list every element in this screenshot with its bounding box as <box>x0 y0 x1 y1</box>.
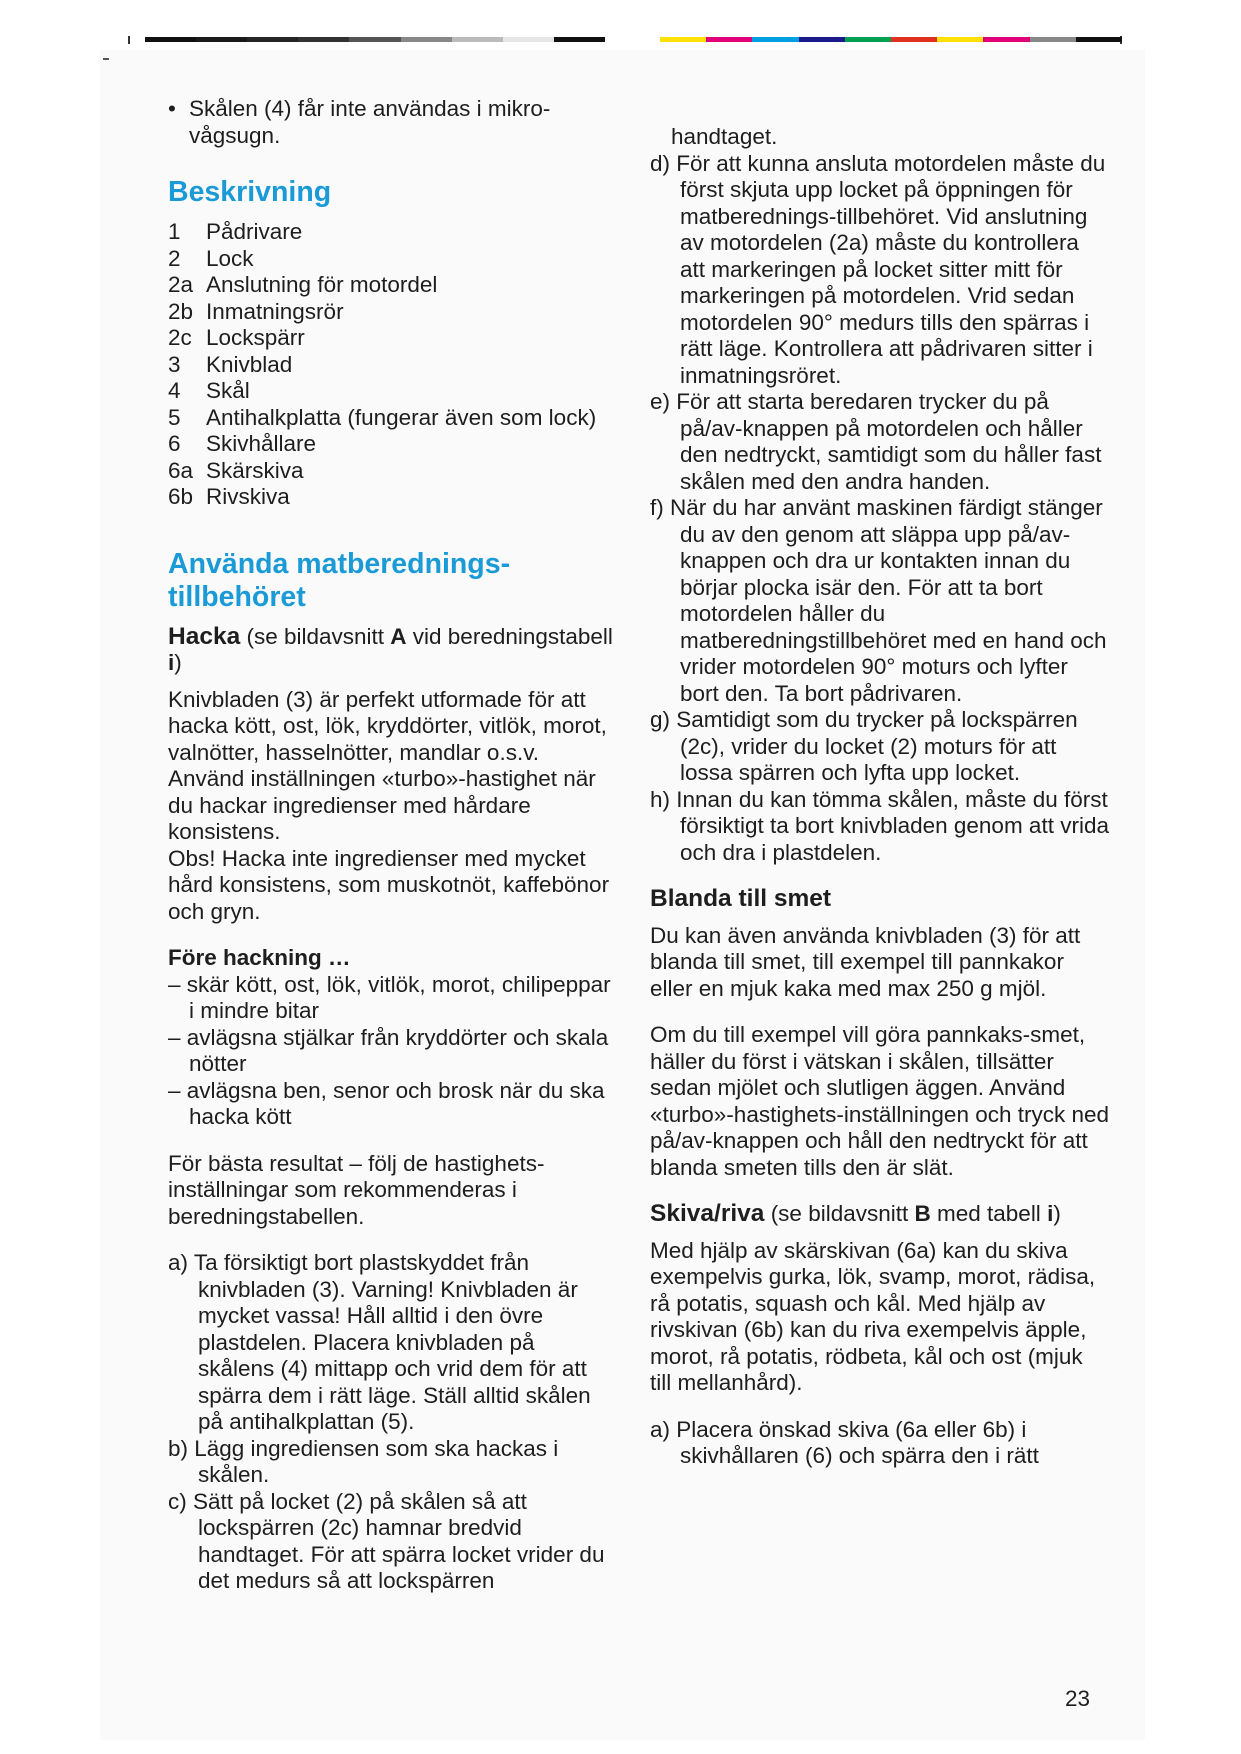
batter-heading: Blanda till smet <box>650 885 832 912</box>
part-item <box>168 352 613 379</box>
slice-heading-line <box>650 1201 1110 1228</box>
left-column <box>168 96 613 1595</box>
part-number: 2b <box>168 298 194 324</box>
slice-body: Med hjälp av skärskivan (6a) kan du skiva exempelvis gurka, lök, svamp, morot, rädisa, rå potatis, squash och kål. Med hjälp av rivskivan (6b) kan du riva exempelvis äpple, morot, rå potatis, rödbeta, kål och ost (mjuk till mellanhård). <box>650 1237 1096 1395</box>
step-item: d) För att kunna ansluta motordelen måste du först skjuta upp locket på öppningen för matberednings-tillbehöret. Vid anslutning av motordelen (2a) måste du kontrollera att markeringen på locket sitter mitt för markeringen på motordelen. Vrid sedan motordelen 90° medurs tills den spärras i rätt läge. Kontrollera att pådrivaren sitter i inmatningsröret. <box>650 150 1106 388</box>
part-item <box>168 378 613 405</box>
part-item <box>168 405 613 432</box>
bullet-note: • Skålen (4) får inte användas i mikro-vågsugn. <box>168 96 613 149</box>
step-item: c) Sätt på locket (2) på skålen så att lockspärren (2c) hamnar bredvid handtaget. För att spärra locket vrider du det medurs så att lockspärren <box>168 1488 605 1593</box>
part-number: 1 <box>168 219 181 244</box>
batter-body-2: Om du till exempel vill göra pannkaks-smet, häller du först i vätskan i skålen, tillsätter sedan mjölet och slutligen äggen. Använd «turbo»-hastighets-inställningen och tryck ned på/av-knappen och håll den nedtryckt för att blanda smeten tills den är slät. <box>650 1022 1110 1180</box>
part-item <box>168 458 613 485</box>
part-number: 2c <box>168 325 192 350</box>
chop-ref-A: A <box>390 623 407 649</box>
part-number: 3 <box>168 351 181 377</box>
section-heading-use: Använda matberednings-tillbehöret <box>168 547 511 613</box>
step-item: a) Ta försiktigt bort plastskyddet från knivbladen (3). Varning! Knivbladen är mycket vassa! Håll alltid i den övre plastdelen. Placera knivbladen på skålens (4) mittapp och vrid dem för att spärra dem i rätt läge. Ställ alltid skålen på antihalkplattan (5). <box>168 1250 591 1434</box>
chop-ref-text: ) <box>174 650 182 675</box>
part-label: Skivhållare <box>206 431 317 456</box>
batter-body-1: Du kan även använda knivbladen (3) för att blanda till smet, till exempel till pannkakor eller en mjuk kaka med max 250 g mjöl. <box>650 922 1081 1001</box>
page-number: 23 <box>1065 1686 1091 1711</box>
steps-list <box>168 1250 613 1595</box>
step-item: g) Samtidigt som du trycker på lockspärren (2c), vrider du locket (2) moturs för att lossa spärren och lyfta upp locket. <box>650 707 1078 785</box>
before-item: – skär kött, ost, lök, vitlök, morot, chilipeppar i mindre bitar <box>168 971 611 1023</box>
part-label: Knivblad <box>206 351 293 377</box>
right-column <box>650 124 1110 1470</box>
part-label: Skål <box>206 378 250 403</box>
slice-ref-text: (se bildavsnitt <box>764 1201 915 1226</box>
part-number: 5 <box>168 404 181 430</box>
part-item <box>168 484 613 511</box>
slice-ref-B: B <box>914 1201 931 1226</box>
before-heading: Före hackning … <box>168 945 351 970</box>
part-item <box>168 219 613 246</box>
part-number: 2 <box>168 245 181 271</box>
step-item: h) Innan du kan tömma skålen, måste du först försiktigt ta bort knivbladen genom att vrida och dra i plastdelen. <box>650 786 1109 865</box>
part-number: 6a <box>168 457 194 483</box>
slice-ref-text: ) <box>1053 1201 1061 1226</box>
part-item <box>168 431 613 458</box>
chop-note: Obs! Hacka inte ingredienser med mycket hård konsistens, som muskotnöt, kaffebönor och gryn. <box>168 845 610 924</box>
best-result-text: För bästa resultat – följ de hastighets-inställningar som rekommenderas i beredningstabellen. <box>168 1150 545 1229</box>
before-item: – avlägsna stjälkar från kryddörter och skala nötter <box>168 1024 609 1076</box>
slice-ref-text: med tabell <box>930 1201 1048 1226</box>
crop-mark <box>128 36 130 44</box>
part-label: Rivskiva <box>206 484 290 509</box>
registration-bar-gray <box>145 37 605 42</box>
continued-text: handtaget. <box>671 124 778 149</box>
part-label: Inmatningsrör <box>206 298 344 324</box>
part-label: Skärskiva <box>206 457 304 483</box>
step-item: b) Lägg ingrediensen som ska hackas i skålen. <box>168 1435 559 1487</box>
part-number: 4 <box>168 378 181 403</box>
part-item <box>168 272 613 299</box>
part-number: 6 <box>168 431 181 456</box>
part-label: Lock <box>206 245 254 271</box>
crop-mark <box>103 58 109 60</box>
part-item <box>168 299 613 326</box>
step-item: f) När du har använt maskinen färdigt stänger du av den genom att släppa upp på/av-knappen och dra ur kontakten innan du börjar plocka isär den. För att ta bort motordelen håller du matberedningstillbehöret med en hand och vrider motordelen 90° moturs och lyfter bort den. Ta bort pådrivaren. <box>650 495 1107 706</box>
chop-body: Knivbladen (3) är perfekt utformade för att hacka kött, ost, lök, kryddörter, vitlök, morot, valnötter, hasselnötter, mandlar o.s.v. Använd inställningen «turbo»-hastighet när du hackar ingredienser med hårdare konsistens. <box>168 686 607 844</box>
chop-ref-i: i <box>168 650 175 675</box>
registration-bar-color <box>660 37 1122 42</box>
chop-ref-text: (se bildavsnitt <box>246 623 391 649</box>
part-label: Anslutning för motordel <box>206 272 438 297</box>
part-label: Pådrivare <box>206 219 303 244</box>
before-item: – avlägsna ben, senor och brosk när du ska hacka kött <box>168 1077 605 1129</box>
part-label: Antihalkplatta (fungerar även som lock) <box>206 404 597 430</box>
chop-heading-line <box>168 624 613 677</box>
part-item <box>168 246 613 273</box>
part-number: 2a <box>168 272 194 297</box>
steps-list <box>650 151 1110 867</box>
slice-ref-i: i <box>1047 1201 1054 1226</box>
part-item <box>168 325 613 352</box>
part-label: Lockspärr <box>206 325 305 350</box>
section-heading-description: Beskrivning <box>168 176 332 208</box>
bullet-text: Skålen (4) får inte användas i mikro-vågsugn. <box>189 96 551 148</box>
before-list <box>168 972 613 1131</box>
chop-heading: Hacka <box>168 622 241 650</box>
step-item: e) För att starta beredaren trycker du på på/av-knappen på motordelen och håller den nedtryckt, samtidigt som du håller fast skålen med den andra handen. <box>650 389 1102 494</box>
chop-ref-text: vid beredningstabell <box>406 623 613 649</box>
parts-list <box>168 219 613 511</box>
slice-step-a: a) Placera önskad skiva (6a eller 6b) i skivhållaren (6) och spärra den i rätt <box>650 1416 1039 1468</box>
part-number: 6b <box>168 484 194 509</box>
slice-heading: Skiva/riva <box>650 1200 765 1227</box>
